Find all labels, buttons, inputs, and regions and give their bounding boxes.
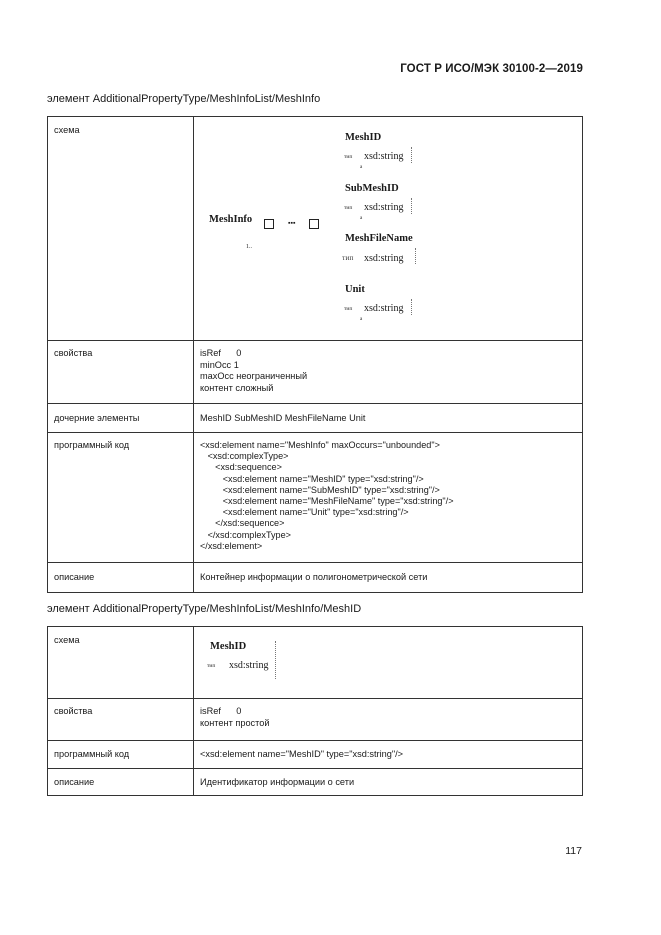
type-prefix: ТИП — [342, 256, 354, 262]
row-label-schema: схема — [48, 117, 194, 341]
table-row-code — [48, 433, 583, 563]
element-type: xsd:string — [364, 303, 404, 314]
mini-mark: а — [360, 216, 363, 221]
code-line: </xsd:sequence> — [200, 518, 285, 529]
properties-cell — [194, 341, 583, 404]
page-number: 117 — [565, 845, 582, 857]
dotted-border — [411, 147, 412, 163]
code-line: <xsd:element name="MeshID" type="xsd:string"/> — [200, 473, 424, 484]
row-label-description: описание — [48, 563, 194, 593]
type-prefix: тип — [344, 205, 353, 211]
code-line: <xsd:element name="MeshInfo" maxOccurs="unbounded"> — [200, 440, 440, 450]
code-line: <xsd:element name="SubMeshID" type="xsd:string"/> — [200, 484, 440, 495]
code-cell: <xsd:element name="MeshID" type="xsd:string"/> — [194, 741, 583, 769]
row-label-properties: свойства — [48, 699, 194, 741]
code-line: <xsd:sequence> — [200, 462, 282, 473]
section-caption-meshinfo: элемент AdditionalPropertyType/MeshInfoList/MeshInfo — [47, 93, 321, 105]
table-row-description — [48, 769, 583, 796]
diagram-element-name: SubMeshID — [345, 183, 399, 194]
description-cell: Контейнер информации о полигонометрической сети — [194, 563, 583, 593]
property-minocc: minOcc 1 — [200, 359, 239, 370]
table-row-schema — [48, 627, 583, 699]
code-line: </xsd:complexType> — [200, 529, 291, 540]
element-type: xsd:string — [229, 660, 269, 671]
meshinfo-schema-diagram — [194, 117, 582, 332]
type-prefix: тип — [207, 663, 216, 669]
diagram-root-name: MeshInfo — [209, 214, 253, 225]
meshinfo-spec-table — [47, 116, 583, 593]
row-label-code: программный код — [48, 741, 194, 769]
root-multiplicity: 1.. — [246, 244, 252, 250]
dotted-border — [415, 248, 416, 264]
dotted-border — [411, 299, 412, 315]
diagram-element-name: Unit — [345, 284, 365, 295]
diagram-element-name: MeshID — [210, 641, 247, 652]
meshid-schema-diagram — [194, 627, 582, 690]
row-label-schema: схема — [48, 627, 194, 699]
mini-mark: а — [360, 317, 363, 322]
row-label-code: программный код — [48, 433, 194, 563]
dotted-border — [275, 641, 276, 679]
table-row-children — [48, 404, 583, 433]
row-label-children: дочерние элементы — [48, 404, 194, 433]
children-cell: MeshID SubMeshID MeshFileName Unit — [194, 404, 583, 433]
table-row-schema — [48, 117, 583, 341]
type-prefix: тип — [344, 306, 353, 312]
schema-diagram-cell — [194, 627, 583, 699]
mini-mark: а — [360, 165, 363, 170]
document-header: ГОСТ Р ИСО/МЭК 30100-2—2019 — [400, 63, 583, 75]
sequence-connector-icon: ▪▪▪ — [288, 219, 296, 227]
element-type: xsd:string — [364, 151, 404, 162]
description-cell: Идентификатор информации о сети — [194, 769, 583, 796]
diagram-element-name: MeshID — [345, 132, 382, 143]
code-line: <xsd:complexType> — [200, 451, 289, 462]
code-cell — [194, 433, 583, 563]
element-type: xsd:string — [364, 253, 404, 264]
table-row-description — [48, 563, 583, 593]
row-label-description: описание — [48, 769, 194, 796]
schema-diagram-cell — [194, 117, 583, 341]
table-row-properties — [48, 341, 583, 404]
meshid-spec-table — [47, 626, 583, 796]
sequence-box-right-icon — [309, 219, 319, 229]
property-maxocc: maxOcc неограниченный — [200, 371, 308, 382]
code-line: <xsd:element name="Unit" type="xsd:string"/> — [200, 507, 409, 518]
sequence-box-icon — [264, 219, 274, 229]
property-content: контент простой — [200, 717, 270, 728]
property-isref: isRef 0 — [200, 706, 242, 716]
property-content: контент сложный — [200, 382, 274, 393]
diagram-element-name: MeshFileName — [345, 233, 413, 244]
code-line: </xsd:element> — [200, 540, 263, 551]
row-label-properties: свойства — [48, 341, 194, 404]
section-caption-meshid: элемент AdditionalPropertyType/MeshInfoList/MeshInfo/MeshID — [47, 603, 362, 615]
property-isref: isRef 0 — [200, 348, 242, 358]
table-row-code — [48, 741, 583, 769]
type-prefix: тип — [344, 154, 353, 160]
dotted-border — [411, 198, 412, 214]
element-type: xsd:string — [364, 202, 404, 213]
code-line: <xsd:element name="MeshFileName" type="xsd:string"/> — [200, 496, 454, 507]
table-row-properties — [48, 699, 583, 741]
properties-cell — [194, 699, 583, 741]
